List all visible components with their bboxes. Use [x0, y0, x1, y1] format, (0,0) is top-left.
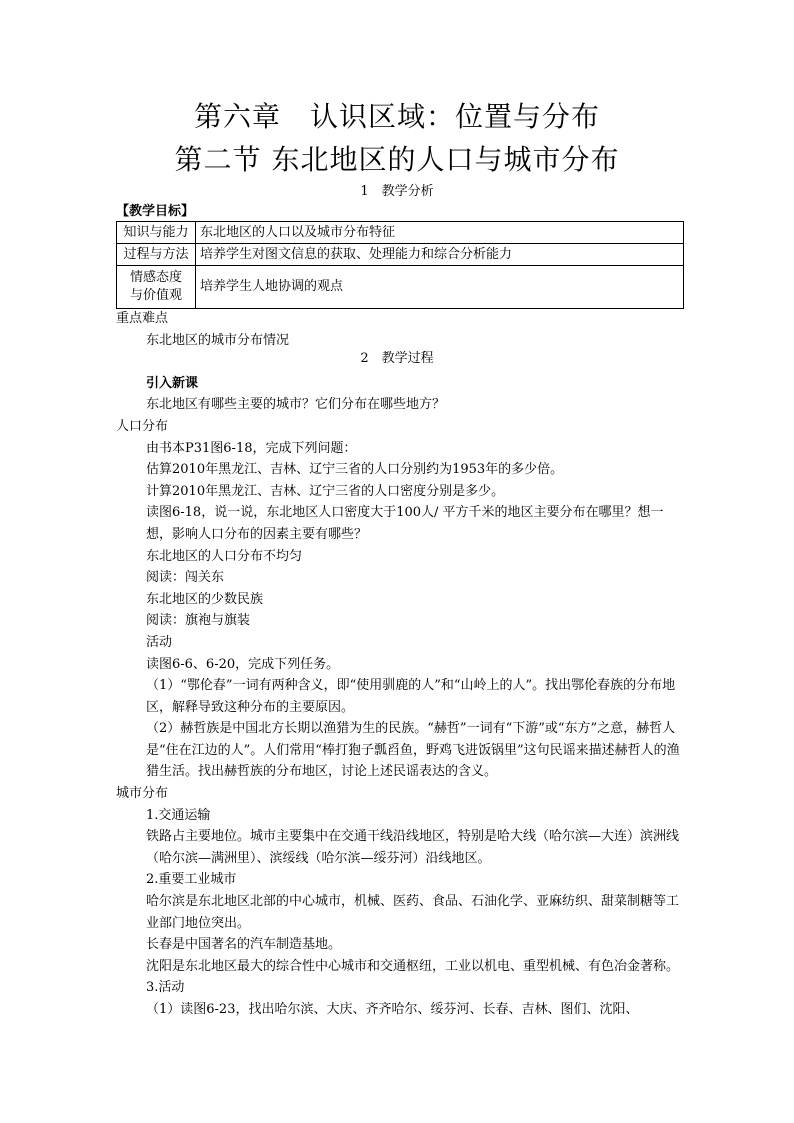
paragraph: 阅读：旗袍与旗装 [146, 613, 251, 629]
key-points-text: 东北地区的城市分布情况 [146, 332, 290, 348]
paragraph: （2）赫哲族是中国北方长期以渔猎为生的民族。“赫哲”一词有“下游”或“东方”之意，赫哲人是“住在江边的人”。人们常用“棒打狍子瓢舀鱼，野鸡飞进饭锅里”这句民谣来描述赫哲人的渔猎生活。找出赫哲族的分布地区，讨论上述民谣表达的含义。 [146, 721, 680, 780]
goals-row-attitude [117, 266, 684, 309]
paragraph: 东北地区的人口分布不均匀 [146, 548, 303, 564]
paragraph: 由书本P31图6-18，完成下列问题： [146, 440, 357, 456]
paragraph: 阅读：闯关东 [146, 570, 225, 586]
paragraph: 铁路占主要地位。城市主要集中在交通干线沿线地区，特别是哈大线（哈尔滨—大连）滨洲线（哈尔滨—满洲里）、滨绥线（哈尔滨—绥芬河）沿线地区。 [146, 829, 680, 866]
section-heading-analysis: 1 教学分析 [360, 184, 434, 199]
paragraph: 估算2010年黑龙江、吉林、辽宁三省的人口分别约为1953年的多少倍。 [146, 462, 564, 478]
document-body [116, 308, 686, 1021]
paragraph: 2.重要工业城市 [146, 872, 237, 888]
goals-row-knowledge [117, 222, 684, 244]
goals-row-process [117, 244, 684, 266]
paragraph: （1）读图6-23，找出哈尔滨、大庆、齐齐哈尔、绥芬河、长春、吉林、图们、沈阳、 [146, 1002, 639, 1017]
paragraph: 活动 [146, 634, 173, 650]
paragraph: 东北地区有哪些主要的城市？它们分布在哪些地方？ [146, 397, 446, 413]
chapter-title: 第六章 认识区域：位置与分布 [193, 100, 600, 133]
paragraph: 东北地区的少数民族 [146, 591, 264, 607]
goals-key: 知识与能力 [117, 222, 196, 244]
paragraph: 1.交通运输 [146, 807, 211, 823]
paragraph: 沈阳是东北地区最大的综合性中心城市和交通枢纽，工业以机电、重型机械、有色冶金著称。 [146, 958, 680, 974]
goals-key-line1: 情感态度 [129, 270, 182, 285]
paragraph-heading: 引入新课 [146, 375, 199, 391]
paragraph: 读图6-6、6-20，完成下列任务。 [146, 656, 340, 672]
goals-table [116, 221, 684, 309]
goals-key: 过程与方法 [117, 244, 196, 266]
section-title: 第二节 东北地区的人口与城市分布 [174, 143, 620, 176]
goals-value: 培养学生人地协调的观点 [196, 266, 684, 309]
goals-value: 培养学生对图文信息的获取、处理能力和综合分析能力 [196, 244, 684, 266]
section-heading-process: 2 教学过程 [360, 351, 434, 366]
paragraph-heading: 城市分布 [116, 786, 169, 802]
spacer [116, 351, 686, 373]
paragraph: 3.活动 [146, 980, 185, 996]
paragraph: 长春是中国著名的汽车制造基地。 [146, 937, 342, 953]
paragraph-heading: 人口分布 [116, 418, 169, 434]
paragraph: 读图6-18，说一说，东北地区人口密度大于100人/ 平方千米的地区主要分布在哪里？想一想，影响人口分布的因素主要有哪些？ [146, 505, 664, 542]
paragraph: 哈尔滨是东北地区北部的中心城市，机械、医药、食品、石油化学、亚麻纺织、甜菜制糖等工业部门地位突出。 [146, 894, 680, 931]
key-points-label: 重点难点 [116, 311, 169, 326]
goals-key-line2: 与价值观 [129, 288, 182, 303]
goals-heading: 【教学目标】 [116, 204, 195, 219]
paragraph: （1）“鄂伦春”一词有两种含义，即“使用驯鹿的人”和“山岭上的人”。找出鄂伦春族的分布地区，解释导致这种分布的主要原因。 [146, 678, 676, 715]
paragraph: 计算2010年黑龙江、吉林、辽宁三省的人口密度分别是多少。 [146, 483, 505, 499]
goals-key [117, 266, 196, 309]
goals-value: 东北地区的人口以及城市分布特征 [196, 222, 684, 244]
